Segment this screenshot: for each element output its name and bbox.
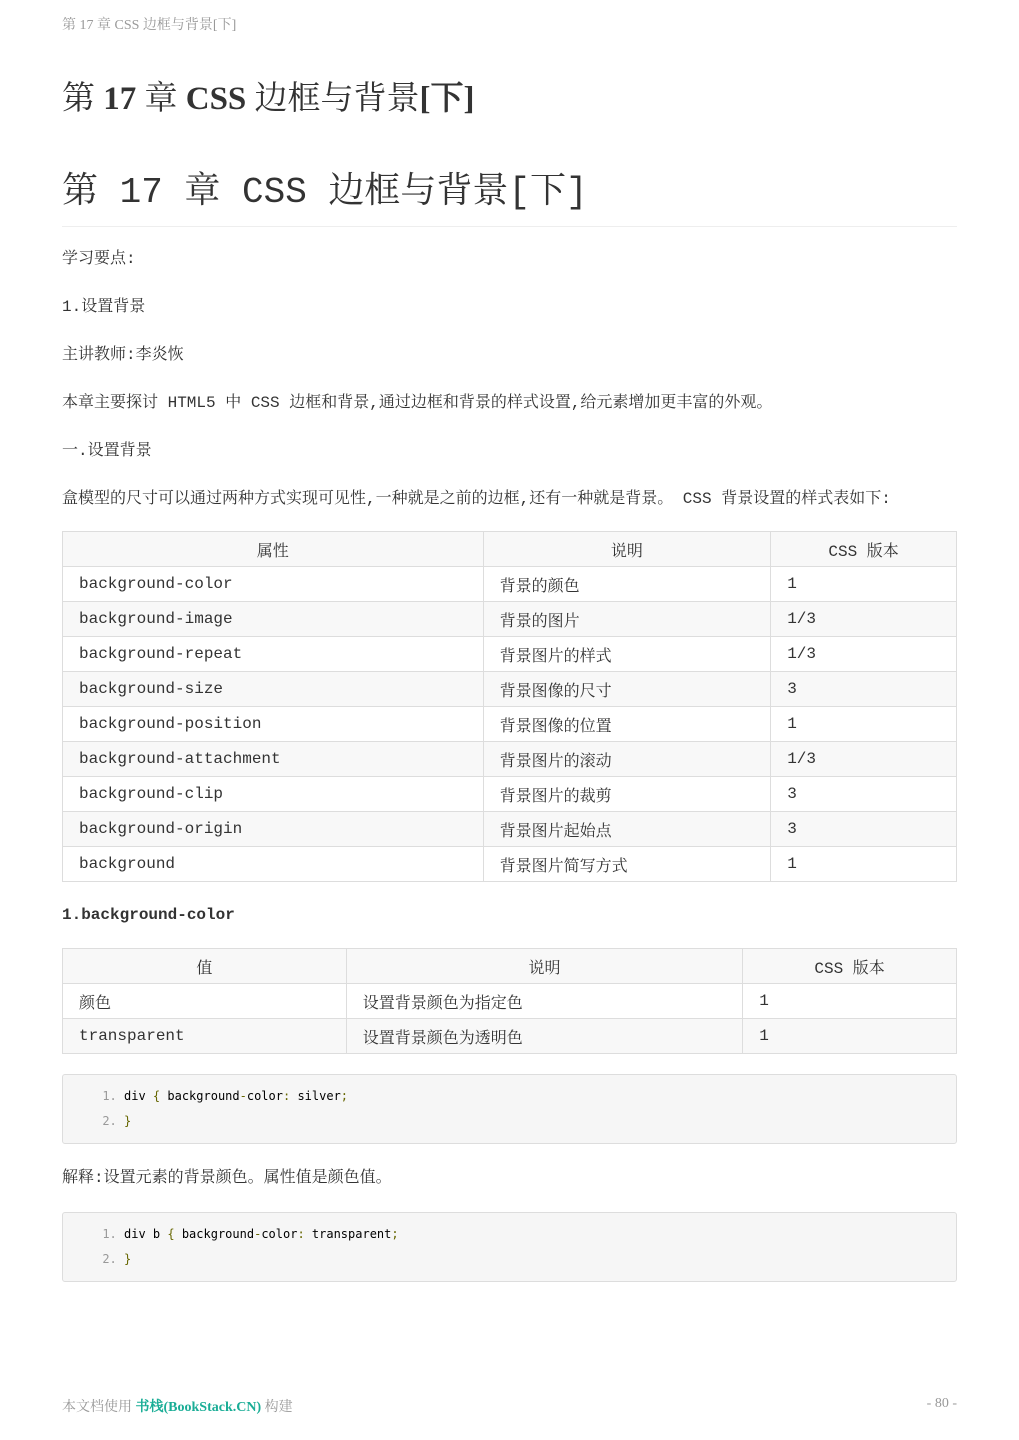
table-cell: background-clip xyxy=(63,777,484,812)
intro-paragraph: 本章主要探讨 HTML5 中 CSS 边框和背景,通过边框和背景的样式设置,给元素增加更丰富的外观。 xyxy=(62,394,773,412)
chapter-title-mid: 章 xyxy=(136,81,186,117)
table-cell: 1 xyxy=(771,567,957,602)
article-content xyxy=(62,164,957,1282)
code-punct: } xyxy=(124,1252,132,1266)
code-punct: { xyxy=(152,1089,161,1103)
learning-points-label: 学习要点: xyxy=(62,250,136,268)
chapter-title-tail: [下] xyxy=(419,81,475,117)
column-header: 说明 xyxy=(346,949,742,984)
table-cell: 1 xyxy=(771,847,957,882)
code-line xyxy=(124,1109,956,1134)
code-selector: div xyxy=(124,1089,153,1103)
table-cell: background-color xyxy=(63,567,484,602)
table-cell: 背景图片的样式 xyxy=(483,637,771,672)
table-row xyxy=(63,812,957,847)
table-cell: 背景的颜色 xyxy=(483,567,771,602)
table-cell: 3 xyxy=(771,672,957,707)
subsection-heading: 1.background-color xyxy=(62,906,235,924)
table-cell: 1/3 xyxy=(771,602,957,637)
table-cell: 1 xyxy=(743,1019,957,1054)
table-cell: transparent xyxy=(63,1019,347,1054)
bookstack-link[interactable]: 书栈(BookStack.CN) xyxy=(135,1400,262,1415)
table-cell: 背景图片简写方式 xyxy=(483,847,771,882)
table-cell: 设置背景颜色为指定色 xyxy=(346,984,742,1019)
table-cell: 背景图像的位置 xyxy=(483,707,771,742)
code-punct: - xyxy=(239,1089,247,1103)
footer-suffix: 构建 xyxy=(261,1400,293,1415)
table-cell: 背景图片起始点 xyxy=(483,812,771,847)
code-punct: : xyxy=(282,1089,291,1103)
table-row xyxy=(63,672,957,707)
code-line xyxy=(124,1247,956,1272)
table-row xyxy=(63,602,957,637)
code-property: color xyxy=(261,1227,298,1241)
table-cell: 背景图像的尺寸 xyxy=(483,672,771,707)
table-cell: 背景图片的滚动 xyxy=(483,742,771,777)
table-cell: 1/3 xyxy=(771,637,957,672)
code-punct: : xyxy=(297,1227,305,1241)
table-row xyxy=(63,707,957,742)
table-cell: 1 xyxy=(743,984,957,1019)
table-cell: background-origin xyxy=(63,812,484,847)
table-row xyxy=(63,742,957,777)
code-line xyxy=(124,1084,956,1109)
teacher-line: 主讲教师:李炎恢 xyxy=(62,346,184,364)
chapter-title-css: CSS xyxy=(185,81,247,117)
table-header-row xyxy=(63,532,957,567)
column-header: CSS 版本 xyxy=(771,532,957,567)
table-cell: background xyxy=(63,847,484,882)
code-block-2 xyxy=(62,1212,957,1282)
table-cell: 颜色 xyxy=(63,984,347,1019)
table-row xyxy=(63,984,957,1019)
explanation-paragraph: 解释:设置元素的背景颜色。属性值是颜色值。 xyxy=(62,1169,392,1187)
table-row xyxy=(63,1019,957,1054)
chapter-title xyxy=(62,76,475,122)
code-punct: { xyxy=(167,1227,175,1241)
table-cell: 设置背景颜色为透明色 xyxy=(346,1019,742,1054)
column-header: 值 xyxy=(63,949,347,984)
code-punct: ; xyxy=(340,1089,349,1103)
table-cell: 背景的图片 xyxy=(483,602,771,637)
description-paragraph: 盒模型的尺寸可以通过两种方式实现可见性,一种就是之前的边框,还有一种就是背景。 CSS 背景设置的样式表如下: xyxy=(62,490,891,508)
table-cell: background-attachment xyxy=(63,742,484,777)
table-cell: background-image xyxy=(63,602,484,637)
table-cell: background-size xyxy=(63,672,484,707)
code-block-1 xyxy=(62,1074,957,1144)
background-properties-table xyxy=(62,531,957,882)
code-property: color xyxy=(246,1089,283,1103)
page-number: - 80 - xyxy=(926,1396,957,1411)
table-cell: 3 xyxy=(771,812,957,847)
code-line xyxy=(124,1222,956,1247)
table-header-row xyxy=(63,949,957,984)
table-cell: 背景图片的裁剪 xyxy=(483,777,771,812)
table-row xyxy=(63,847,957,882)
running-header: 第 17 章 CSS 边框与背景[下] xyxy=(62,18,237,33)
column-header: CSS 版本 xyxy=(743,949,957,984)
article-heading: 第 17 章 CSS 边框与背景[下] xyxy=(62,164,957,227)
column-header: 属性 xyxy=(63,532,484,567)
table-cell: 1/3 xyxy=(771,742,957,777)
code-value: silver xyxy=(290,1089,341,1103)
learning-point-item: 1.设置背景 xyxy=(62,298,146,316)
code-punct: ; xyxy=(391,1227,399,1241)
code-punct: } xyxy=(124,1114,132,1128)
code-value: transparent xyxy=(304,1227,392,1241)
chapter-title-pre: 第 xyxy=(62,81,104,117)
code-punct: - xyxy=(254,1227,262,1241)
section-heading: 一.设置背景 xyxy=(62,442,152,460)
code-property: background xyxy=(174,1227,255,1241)
table-cell: 1 xyxy=(771,707,957,742)
table-cell: background-position xyxy=(63,707,484,742)
chapter-title-rest: 边框与背景 xyxy=(246,81,420,117)
table-cell: background-repeat xyxy=(63,637,484,672)
code-selector: div b xyxy=(124,1227,168,1241)
background-color-values-table xyxy=(62,948,957,1054)
chapter-title-number: 17 xyxy=(103,81,137,117)
table-cell: 3 xyxy=(771,777,957,812)
column-header: 说明 xyxy=(483,532,771,567)
table-row xyxy=(63,777,957,812)
table-row xyxy=(63,567,957,602)
footer-prefix: 本文档使用 xyxy=(62,1400,136,1415)
code-property: background xyxy=(160,1089,240,1103)
footer-credit xyxy=(62,1396,293,1416)
table-row xyxy=(63,637,957,672)
